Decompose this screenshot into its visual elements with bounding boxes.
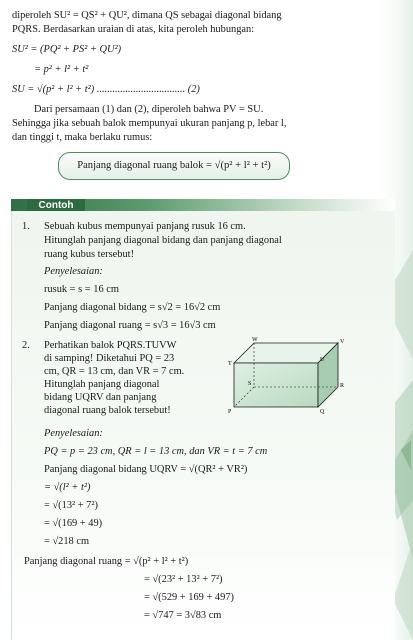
item-1-number: 1. [22,221,30,232]
vertex-label-p: P [228,409,232,415]
item-1-question-line-3: ruang kubus tersebut! [44,249,135,260]
item-1-solution-label: Penyelesaian: [44,266,103,277]
item-2-solution-line-6: = √218 cm [44,536,90,547]
equation-2: = p² + l² + t² [34,64,89,75]
paragraph-line-2: Sehingga jika sebuah balok mempunyai ukuran panjang p, lebar l, [12,118,287,129]
item-2-question-line-4: Hitunglah panjang diagonal [44,379,160,390]
item-2-question-line-2: di samping! Diketahui PQ = 23 [44,353,175,364]
space-diagonal-line-3: = √(529 + 169 + 497) [144,592,234,603]
paragraph-line-1: Dari persamaan (1) dan (2), diperoleh bahwa PV = SU. [34,104,264,115]
item-2-solution-line-2: Panjang diagonal bidang UQRV = √(QR² + VR²) [44,464,248,475]
item-1-question-line-2: Hitunglah panjang diagonal bidang dan panjang diagonal [44,235,282,246]
vertex-label-u: U [320,357,325,363]
equation-3: SU = √(p² + l² + t²) .................................. (2) [12,84,200,95]
item-2-solution-label: Penyelesaian: [44,428,103,439]
cuboid-figure [226,335,350,415]
space-diagonal-line-1: Panjang diagonal ruang = √(p² + l² + t²) [24,556,189,567]
item-2-question-line-6: diagonal ruang balok tersebut! [44,405,171,416]
item-1-solution-line-1: rusuk = s = 16 cm [44,284,119,295]
item-2-solution-line-5: = √(169 + 49) [44,518,103,529]
vertex-label-v: V [340,339,345,345]
equation-1: SU² = (PQ² + PS² + QU²) [12,44,122,55]
item-2-solution-line-1: PQ = p = 23 cm, QR = l = 13 cm, dan VR = t = 7 cm [44,446,268,457]
item-1-question-line-1: Sebuah kubus mempunyai panjang rusuk 16 cm. [44,221,246,232]
item-1-solution-line-2: Panjang diagonal bidang = s√2 = 16√2 cm [44,302,221,313]
item-1-solution-line-3: Panjang diagonal ruang = s√3 = 16√3 cm [44,320,216,331]
item-2-solution-line-3: = √(l² + t²) [44,482,91,493]
vertex-label-w: W [252,337,258,343]
item-2-question-line-1: Perhatikan balok PQRS.TUVW [44,340,177,351]
vertex-label-q: Q [320,409,325,415]
vertex-label-r: R [340,383,345,389]
vertex-label-t: T [228,361,232,367]
item-2-number: 2. [22,340,30,351]
item-2-question-line-3: cm, QR = 13 cm, dan VR = 7 cm. [44,366,185,377]
space-diagonal-line-4: = √747 = 3√83 cm [144,610,222,621]
intro-line-1: diperoleh SU² = QS² + QU², dimana QS sebagai diagonal bidang [12,10,282,21]
paragraph-line-3: dan tinggi t, maka berlaku rumus: [12,132,153,143]
item-2-solution-line-4: = √(13² + 7²) [44,500,98,511]
example-title: Contoh [27,199,85,212]
intro-line-2: PQRS. Berdasarkan uraian di atas, kita peroleh hubungan: [12,24,255,35]
vertex-label-s: S [248,381,252,387]
cuboid-front-face [234,363,318,407]
item-2-question-line-5: bidang UQRV dan panjang [44,392,157,403]
formula-box: Panjang diagonal ruang balok = √(p² + l² + t²) [58,152,290,180]
space-diagonal-line-2: = √(23² + 13² + 7²) [144,574,223,585]
